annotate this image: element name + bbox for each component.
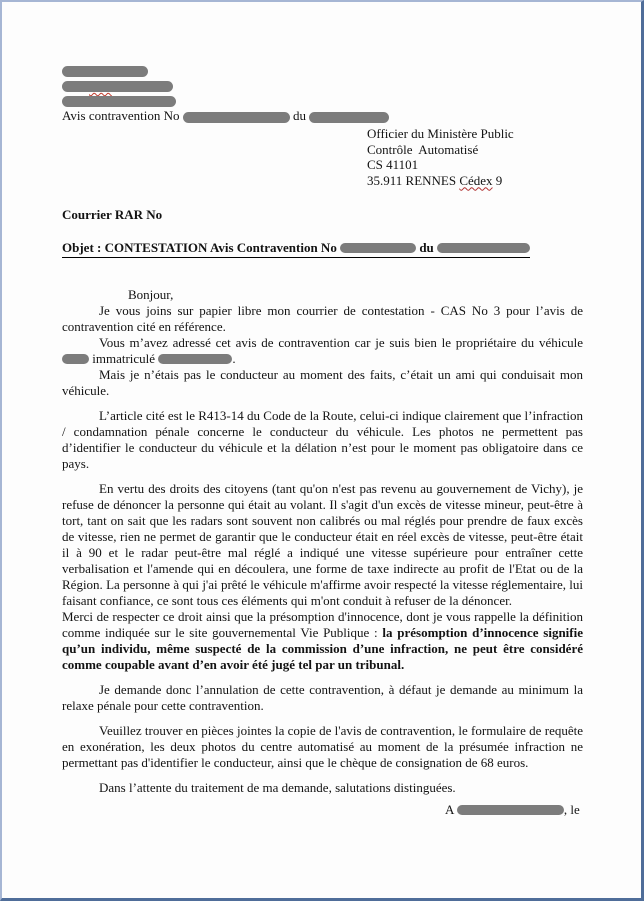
sender-name-line [62, 62, 583, 77]
vehicle-text-end: . [232, 351, 236, 366]
redaction-bar [62, 96, 176, 107]
presomption-normal-text: Merci de respecter ce droit ainsi que la présomption d'innocence, dont je vous rappelle la définition comme indiquée sur le site gouvernemental Vie Publique : [62, 609, 583, 640]
recipient-line: Officier du Ministère Public [367, 126, 514, 141]
paragraph-demande: Je demande donc l’annulation de cette contravention, à défaut je demande au minimum la relaxe pénale pour cette contravention. [62, 682, 583, 713]
recipient-city-pre: 35.911 RENNES [367, 172, 460, 188]
paragraph-presomption [62, 609, 583, 673]
vehicle-text-b: immatriculé [92, 351, 156, 366]
salutation: Bonjour, [128, 287, 174, 302]
avis-du-label: du [292, 108, 306, 123]
vehicle-text-a: Vous m’avez adressé cet avis de contravention car je suis bien le propriétaire du véhicule [99, 335, 583, 350]
signature-le-label: , le [563, 802, 580, 817]
paragraph-pieces: Veuillez trouver en pièces jointes la copie de l'avis de contravention, le formulaire de requête en exonération, les deux photos du centre automatisé au moment de la présumée infraction ne permettant pas d'identifier le conducteur, ainsi que le chèque de consignation de 68 euros. [62, 723, 583, 770]
paragraph-attente: Dans l’attente du traitement de ma demande, salutations distinguées. [99, 780, 456, 795]
signature-line [62, 802, 583, 818]
sender-address-block [62, 62, 583, 124]
redaction-bar [62, 81, 173, 92]
recipient-city-post: 9 [492, 172, 503, 188]
redaction-bar [62, 354, 89, 364]
redaction-bar [158, 354, 232, 364]
objet-line [62, 240, 583, 258]
recipient-line: Contrôle Automatisé [367, 141, 479, 157]
paragraph-conductor: Mais je n’étais pas le conducteur au moment des faits, c’était un ami qui conduisait mon véhicule. [62, 367, 583, 398]
courrier-rar-line: Courrier RAR No [62, 207, 163, 222]
recipient-line: CS 41101 [367, 157, 419, 172]
recipient-address-block [367, 126, 583, 188]
avis-reference-line [62, 108, 583, 124]
paragraph-vertu: En vertu des droits des citoyens (tant qu'on n'est pas revenu au gouvernement de Vichy), je refuse de dénoncer la personne qui était au volant. Il s'agit d'un excès de vitesse mineur, peut-être à tort, tant on sait que les radars sont souvent non calibrés ou mal réglés pour prendre de faux excès de vitesse, rien ne permet de garantir que le conducteur était en réel excès de vitesse, peut-être était il à 90 et le radar peut-être mal réglé a indiqué une vitesse supérieure pour entraîner cette verbalisation et l'amende qui en découlera, une forme de taxe indirecte au profit de l'Etat ou de la Région. La personne à qui j'ai prêté le véhicule m'affirme avoir respecté la vitesse réglementaire, lui faisant confiance, ce sont tous ces éléments qui m'ont conduit à refuser de la dénoncer. [62, 481, 583, 608]
paragraph-article: L’article cité est le R413-14 du Code de la Route, celui-ci indique clairement que l’infraction / condamnation pénale concerne le conducteur du véhicule. Les photos ne permettent pas d’identifier le conducteur du véhicule et la délation n’est pour le moment pas obligatoire dans ce pays. [62, 408, 583, 471]
recipient-city-wavy-word: Cédex [459, 172, 493, 188]
sender-city-line [62, 92, 583, 107]
avis-prefix-label: Avis contravention No [62, 108, 180, 123]
objet-underlined-text [62, 240, 530, 258]
redaction-bar [340, 243, 416, 253]
recipient-city-line [367, 173, 583, 189]
redaction-bar [457, 805, 564, 815]
sender-street-line [62, 77, 583, 92]
objet-prefix-label: Objet : CONTESTATION Avis Contravention No [62, 240, 337, 255]
presomption-bold-text: la présomption d’innocence signifie qu’un individu, même suspecté de la commission d’une infraction, ne peut être considéré comme coupable avant d’en avoir été jugé tel par un tribunal. [62, 625, 583, 672]
objet-du-label: du [419, 240, 434, 255]
letter-content [2, 2, 641, 818]
paragraph-vehicle [62, 335, 583, 367]
redaction-bar [437, 243, 530, 253]
paragraph-intro: Je vous joins sur papier libre mon courrier de contestation - CAS No 3 pour l’avis de contravention cité en référence. [62, 303, 583, 334]
redaction-bar [62, 66, 148, 77]
redaction-bar [183, 112, 290, 123]
signature-a-label: A [445, 802, 454, 817]
redaction-bar [309, 112, 389, 123]
